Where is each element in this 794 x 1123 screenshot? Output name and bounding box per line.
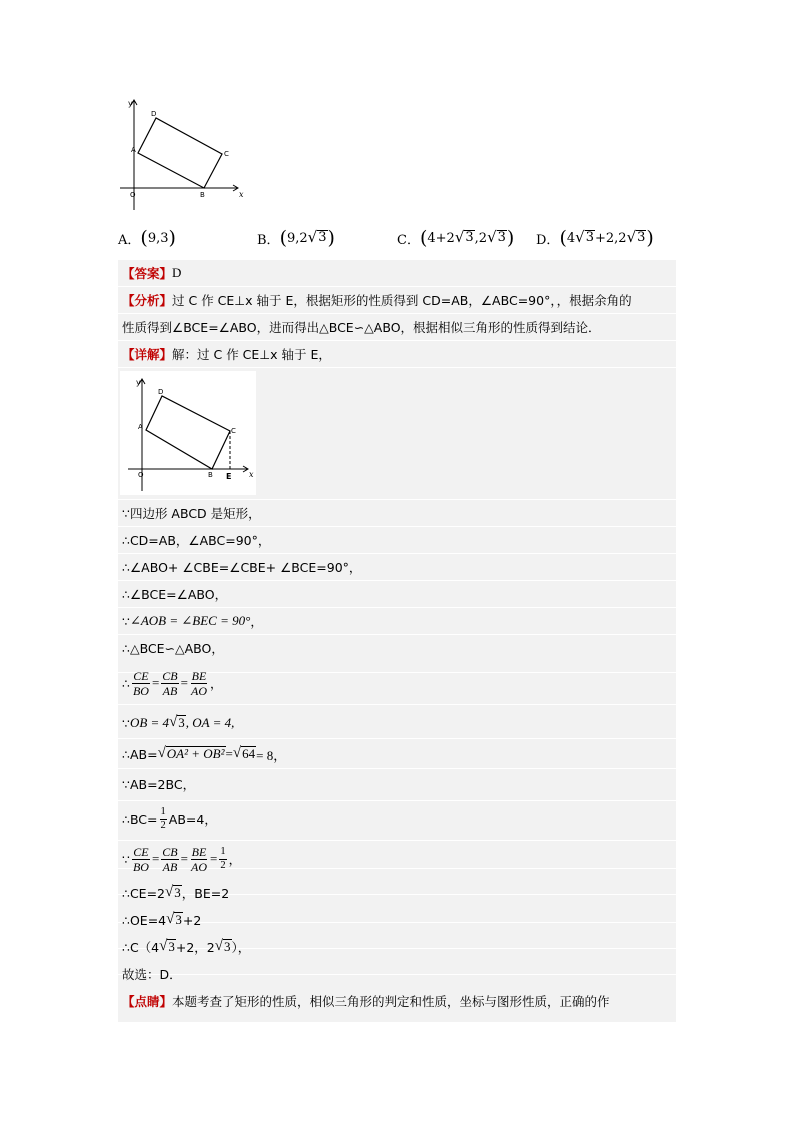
- option-a-label: A．: [118, 232, 141, 248]
- step-2-text: ∴CD=AB，∠ABC=90°，: [122, 533, 271, 548]
- fig2-origin-label: O: [138, 471, 144, 479]
- sqrt-symbol: √ 3: [159, 938, 175, 955]
- option-b[interactable]: B． ( 9,2 √ 3 ): [257, 226, 335, 249]
- analysis-line-2: [122, 315, 672, 339]
- step-12: [122, 840, 672, 878]
- step-3-text: ∴∠ABO+ ∠CBE=∠CBE+ ∠BCE=90°，: [122, 560, 362, 575]
- therefore-symbol: ∴: [122, 675, 130, 691]
- option-d[interactable]: D． ( 4 √ 3 +2,2 √ 3 ): [536, 226, 654, 249]
- because-symbol: ∵: [122, 613, 130, 629]
- sqrt-symbol: √ 3: [575, 228, 594, 247]
- point-b-label: B: [200, 191, 205, 199]
- fraction-one-half: $\frac{1}{2}$: [160, 806, 166, 831]
- figure-rectangle-on-axes: [118, 92, 248, 212]
- step-8-oa: , OA = 4,: [185, 715, 235, 730]
- sqrt-64: √ 64: [232, 745, 256, 762]
- step-1: [122, 501, 672, 525]
- fig2-x-label: x: [249, 470, 254, 479]
- solution-panel: [118, 260, 676, 1022]
- step-14-oe: ∴OE=4: [122, 912, 167, 928]
- fig2-point-c: C: [231, 427, 236, 435]
- step-7: [122, 664, 672, 702]
- step-9: [122, 740, 672, 768]
- answer-tag: 【答案】: [122, 266, 173, 281]
- detail-text: 解：过 C 作 CE⊥x 轴于 E，: [172, 347, 331, 362]
- step-2: [122, 528, 672, 552]
- figure-rectangle-with-e: [120, 371, 256, 495]
- step-16: [122, 962, 672, 986]
- option-d-value-mid: +2,2: [594, 230, 627, 246]
- origin-label: O: [130, 191, 136, 199]
- option-b-label: B．: [257, 232, 280, 248]
- equals: =: [180, 675, 188, 690]
- fig2-point-e: E: [226, 472, 232, 481]
- step-5: [122, 609, 672, 633]
- point-d-label: D: [151, 110, 157, 118]
- analysis-text-1: 过 C 作 CE⊥x 轴于 E，根据矩形的性质得到 CD=AB，∠ABC=90°，，根据余角的: [172, 293, 632, 308]
- because-symbol: ∵: [122, 715, 130, 731]
- fraction-ce-bo: $\frac{CE}{BO}$: [132, 844, 149, 874]
- comma: ，: [250, 614, 263, 629]
- sqrt-symbol: √ 3: [214, 938, 231, 955]
- step-6-text: ∴△BCE∽△ABO，: [122, 641, 224, 656]
- step-16-text: 故选：D．: [122, 967, 182, 982]
- option-d-label: D．: [536, 232, 560, 248]
- analysis-text-2: 性质得到∠BCE=∠ABO，进而得出△BCE∽△ABO，根据相似三角形的性质得到结论．: [122, 320, 601, 335]
- fraction-be-ao: $\frac{BE}{AO}$: [190, 668, 207, 698]
- step-14-suffix: +2: [182, 912, 202, 928]
- analysis-tag: 【分析】: [122, 293, 173, 308]
- step-8: [122, 710, 672, 736]
- step-3: [122, 555, 672, 579]
- step-11-suffix: AB=4，: [168, 812, 217, 827]
- step-15-c: ），: [231, 940, 251, 955]
- equals: =: [151, 675, 160, 690]
- step-4-text: ∴∠BCE=∠ABO，: [122, 587, 228, 602]
- option-d-value-pre: 4: [566, 230, 576, 246]
- comma: ，: [209, 676, 223, 691]
- step-5-text: ∠AOB = ∠BEC = 90°: [129, 613, 251, 628]
- step-4: [122, 582, 672, 606]
- point-a-label: A: [131, 146, 136, 154]
- option-c-value-pre: 4+2: [427, 230, 455, 246]
- comment-line: [122, 989, 672, 1013]
- rectangle-abcd: [138, 118, 222, 188]
- fraction-ce-bo: $\frac{CE}{BO}$: [132, 668, 149, 698]
- step-11: [122, 801, 672, 837]
- sqrt-symbol: √ 3: [626, 228, 646, 247]
- step-13-ce: ∴CE=2: [122, 885, 166, 901]
- sqrt-symbol: √ 3: [307, 228, 327, 247]
- step-9-prefix: ∴AB=: [122, 746, 158, 762]
- comment-text: 本题考查了矩形的性质，相似三角形的判定和性质，坐标与图形性质，正确的作: [172, 994, 610, 1009]
- sqrt-sum-squares: √ OA² + OB²: [157, 745, 225, 762]
- point-c-label: C: [224, 150, 229, 158]
- step-13: [122, 881, 672, 905]
- comment-tag: 【点睛】: [122, 994, 173, 1009]
- step-13-be: ，BE=2: [181, 886, 230, 901]
- analysis-line-1: [122, 288, 672, 312]
- step-15: [122, 935, 672, 959]
- x-axis-label: x: [239, 190, 244, 199]
- option-b-value: 9,2: [286, 230, 308, 246]
- fig2-y-label: y: [136, 378, 141, 387]
- fig2-point-a: A: [138, 423, 143, 431]
- y-axis-label: y: [128, 99, 133, 108]
- answer-line: [122, 262, 672, 284]
- sqrt-symbol: √ 3: [166, 911, 182, 928]
- sqrt-symbol: √ 3: [165, 884, 181, 901]
- fig2-point-d: D: [158, 388, 164, 396]
- option-c-label: C．: [397, 232, 420, 248]
- step-15-b: +2，2: [175, 940, 215, 955]
- step-14: [122, 908, 672, 932]
- comma: ，: [228, 852, 242, 867]
- step-10-text: ∵AB=2BC，: [122, 777, 196, 792]
- step-6: [122, 636, 672, 660]
- detail-line: [122, 342, 672, 366]
- step-10: [122, 771, 672, 797]
- option-c[interactable]: C． ( 4+2 √ 3 ,2 √ 3 ): [397, 226, 515, 249]
- equals: =: [209, 851, 218, 866]
- equals: =: [180, 851, 188, 866]
- answer-options: [118, 226, 678, 250]
- sqrt-symbol: √ 3: [454, 228, 474, 247]
- step-15-a: ∴C（4: [122, 940, 160, 955]
- option-c-value-mid: ,2: [474, 230, 488, 246]
- step-1-text: ∵四边形 ABCD 是矩形，: [122, 506, 261, 521]
- step-9-result: = 8，: [256, 747, 287, 763]
- because-symbol: ∵: [122, 851, 130, 867]
- equals: =: [225, 746, 233, 761]
- answer-value: D: [172, 265, 182, 280]
- step-8-ob: OB = 4: [129, 715, 170, 730]
- fraction-be-ao: $\frac{BE}{AO}$: [190, 844, 207, 874]
- sqrt-symbol: √ 3: [487, 228, 506, 247]
- sqrt-symbol: √ 3: [169, 714, 185, 731]
- option-a-value: 9,3: [147, 230, 169, 246]
- fig2-point-b: B: [208, 471, 213, 479]
- fraction-one-half: $\frac{1}{2}$: [220, 846, 226, 871]
- fraction-cb-ab: $\frac{CB}{AB}$: [162, 844, 178, 874]
- option-a[interactable]: A． ( 9,3 ): [118, 226, 176, 249]
- equals: =: [151, 851, 160, 866]
- fraction-cb-ab: $\frac{CB}{AB}$: [162, 668, 178, 698]
- step-11-prefix: ∴BC=: [122, 811, 158, 827]
- detail-tag: 【详解】: [122, 347, 173, 362]
